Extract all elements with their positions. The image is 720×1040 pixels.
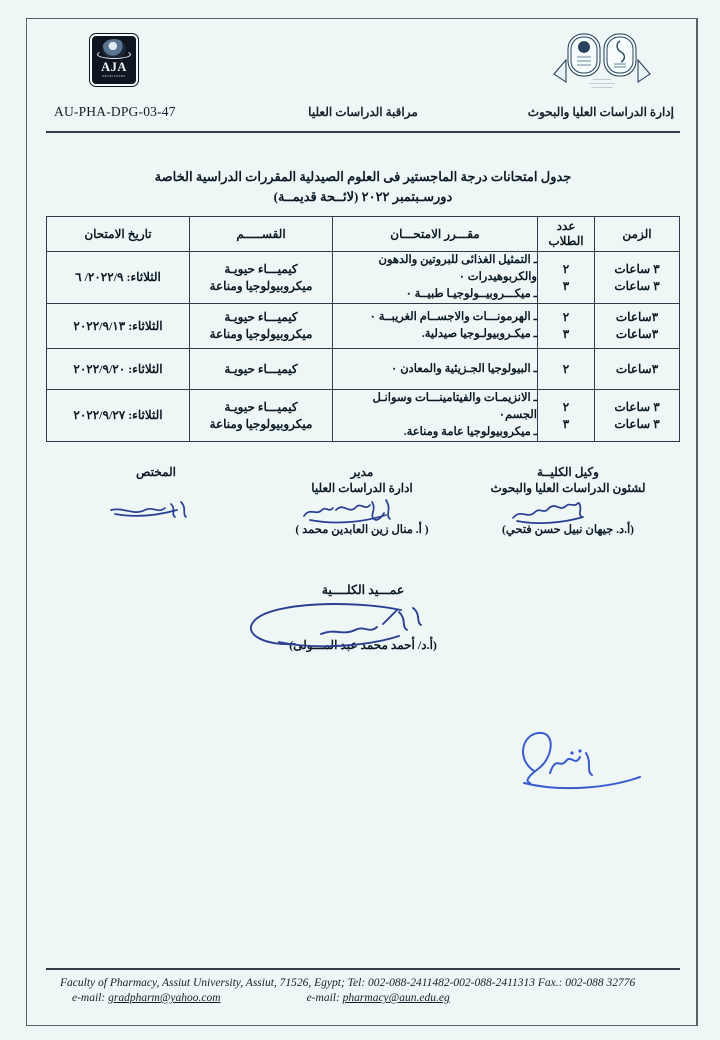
cell-time: ٣ ساعات ٣ ساعات (595, 252, 680, 304)
dean-name: (أ.د/ أحمد محمد عبد المـــولى) (289, 638, 437, 652)
cell-course: ـ الهرمونـــات والاجســام الغريبــة ٠ ـ ميكـروبيولـوجيا صيدلية. (333, 304, 538, 349)
vice-dean-name: (أ.د. جيهان نبيل حسن فتحي) (501, 524, 634, 536)
footer-divider (46, 968, 680, 970)
signature-director (262, 464, 462, 536)
cell-course: ـ الانزيمـات والفيتامينـــات وسوانـل الجسم٠ ـ ميكروبيولوجيا عامة ومناعة. (333, 390, 538, 442)
cell-course: ـ البيولوجيا الجـزيئية والمعادن ٠ (333, 349, 538, 390)
table-row (47, 304, 680, 349)
column-header-course: مقـــرر الامتحـــان (333, 217, 538, 252)
header-center-label: مراقبة الدراسات العليا (308, 105, 418, 119)
cell-department: كيميـــاء حيويـة (190, 349, 333, 390)
cell-student-count: ٢ ٣ (538, 390, 595, 442)
cell-course: ـ التمثيل الغذائى للبروتين والدهون والكربوهيدرات ٠ ـ ميكـــروبيــولوجيـا طبيــة ٠ (333, 252, 538, 304)
table-row (47, 390, 680, 442)
director-label-1: مدير (350, 465, 374, 479)
cell-time: ٣ساعات (595, 349, 680, 390)
email-label-1: e-mail: (72, 992, 106, 1004)
document-footer (46, 968, 680, 1004)
column-header-students: عدد الطلاب (538, 217, 595, 252)
page-title (46, 169, 680, 205)
cell-time: ٣ ساعات ٣ ساعات (595, 390, 680, 442)
vice-dean-label-1: وكيل الكليــة (537, 465, 599, 479)
email-label-2: e-mail: (306, 992, 340, 1004)
column-header-time: الزمن (595, 217, 680, 252)
footer-address-line: Faculty of Pharmacy, Assiut University, Assiut, 71526, Egypt; Tel: 002-088-2411482-002-088-2411313 Fax.: 002-088 32776 (60, 977, 636, 989)
svg-text:ـــــــــــــــــــــــــ: ـــــــــــــــــــــــــ (592, 78, 612, 81)
document-code: AU-PHA-DPG-03-47 (54, 104, 176, 119)
email-address-1[interactable]: gradpharm@yahoo.com (108, 992, 221, 1004)
signature-specialist (56, 464, 256, 536)
svg-text:ــــــــــــــــــــــــــــــ: ــــــــــــــــــــــــــــــــــ (589, 82, 615, 85)
aja-logo-text: AJA (101, 60, 127, 74)
director-label-2: ادارة الدراسات العليا (311, 481, 413, 495)
signature-dean (46, 582, 680, 653)
dean-label: عمـــيد الكلــــية (321, 583, 405, 597)
vice-dean-label-2: لشئون الدراسات العليا والبحوث (490, 481, 646, 495)
column-header-dept: القســـــم (190, 217, 333, 252)
university-seal-icon (546, 30, 658, 92)
title-line-2: دورسـبتمبر ٢٠٢٢ (لائــحة قديمــة) (273, 189, 453, 204)
additional-handwritten-signature (46, 711, 680, 791)
globe-icon (102, 39, 126, 59)
cell-exam-date: الثلاثاء: ٢٠٢٢/٩/ ٦ (47, 252, 190, 304)
email-address-2[interactable]: pharmacy@aun.edu.eg (342, 992, 450, 1004)
aja-registrars-logo-icon (90, 34, 138, 86)
document-header (46, 30, 680, 102)
cell-department: كيميـــاء حيويـة ميكروبيولوجيا ومناعة (190, 390, 333, 442)
cell-time: ٣ساعات ٣ساعات (595, 304, 680, 349)
cell-student-count: ٢ (538, 349, 595, 390)
specialist-label: المختص (136, 465, 176, 479)
header-divider (46, 131, 680, 133)
cell-exam-date: الثلاثاء: ٢٠٢٢/٩/٢٠ (47, 349, 190, 390)
table-row (47, 252, 680, 304)
header-right-label: إدارة الدراسات العليا والبحوث (527, 105, 674, 119)
table-row (47, 349, 680, 390)
cell-department: كيميـــاء حيويـة ميكروبيولوجيا ومناعة (190, 252, 333, 304)
header-code-row (46, 104, 680, 128)
cell-exam-date: الثلاثاء: ٢٠٢٢/٩/٢٧ (47, 390, 190, 442)
cell-student-count: ٢ ٣ (538, 252, 595, 304)
table-header-row (47, 217, 680, 252)
specialist-handwritten-signature (56, 494, 256, 528)
cell-student-count: ٢ ٣ (538, 304, 595, 349)
dean-handwritten-signature (46, 594, 680, 652)
aja-logo-subtext: REGISTRARS (102, 74, 126, 78)
footer-email-group-2 (307, 992, 450, 1004)
cell-department: كيميـــاء حيويـة ميكروبيولوجيا ومناعة (190, 304, 333, 349)
footer-email-group-1 (72, 992, 221, 1004)
table-body (47, 252, 680, 442)
signature-vice-dean (468, 464, 668, 536)
svg-text:ـــــــــــــــــــــــــــ: ـــــــــــــــــــــــــــ (591, 86, 613, 89)
title-line-1: جدول امتحانات درجة الماجستير فى العلوم الصيدلية المقررات الدراسية الخاصة (154, 169, 572, 184)
cell-exam-date: الثلاثاء: ٢٠٢٢/٩/١٣ (47, 304, 190, 349)
signature-row (46, 464, 680, 536)
footer-email-line (46, 992, 680, 1004)
exam-schedule-table (46, 216, 680, 442)
column-header-date: تاريخ الامتحان (47, 217, 190, 252)
director-name: ( أ. منال زين العابدين محمد ) (295, 524, 429, 536)
